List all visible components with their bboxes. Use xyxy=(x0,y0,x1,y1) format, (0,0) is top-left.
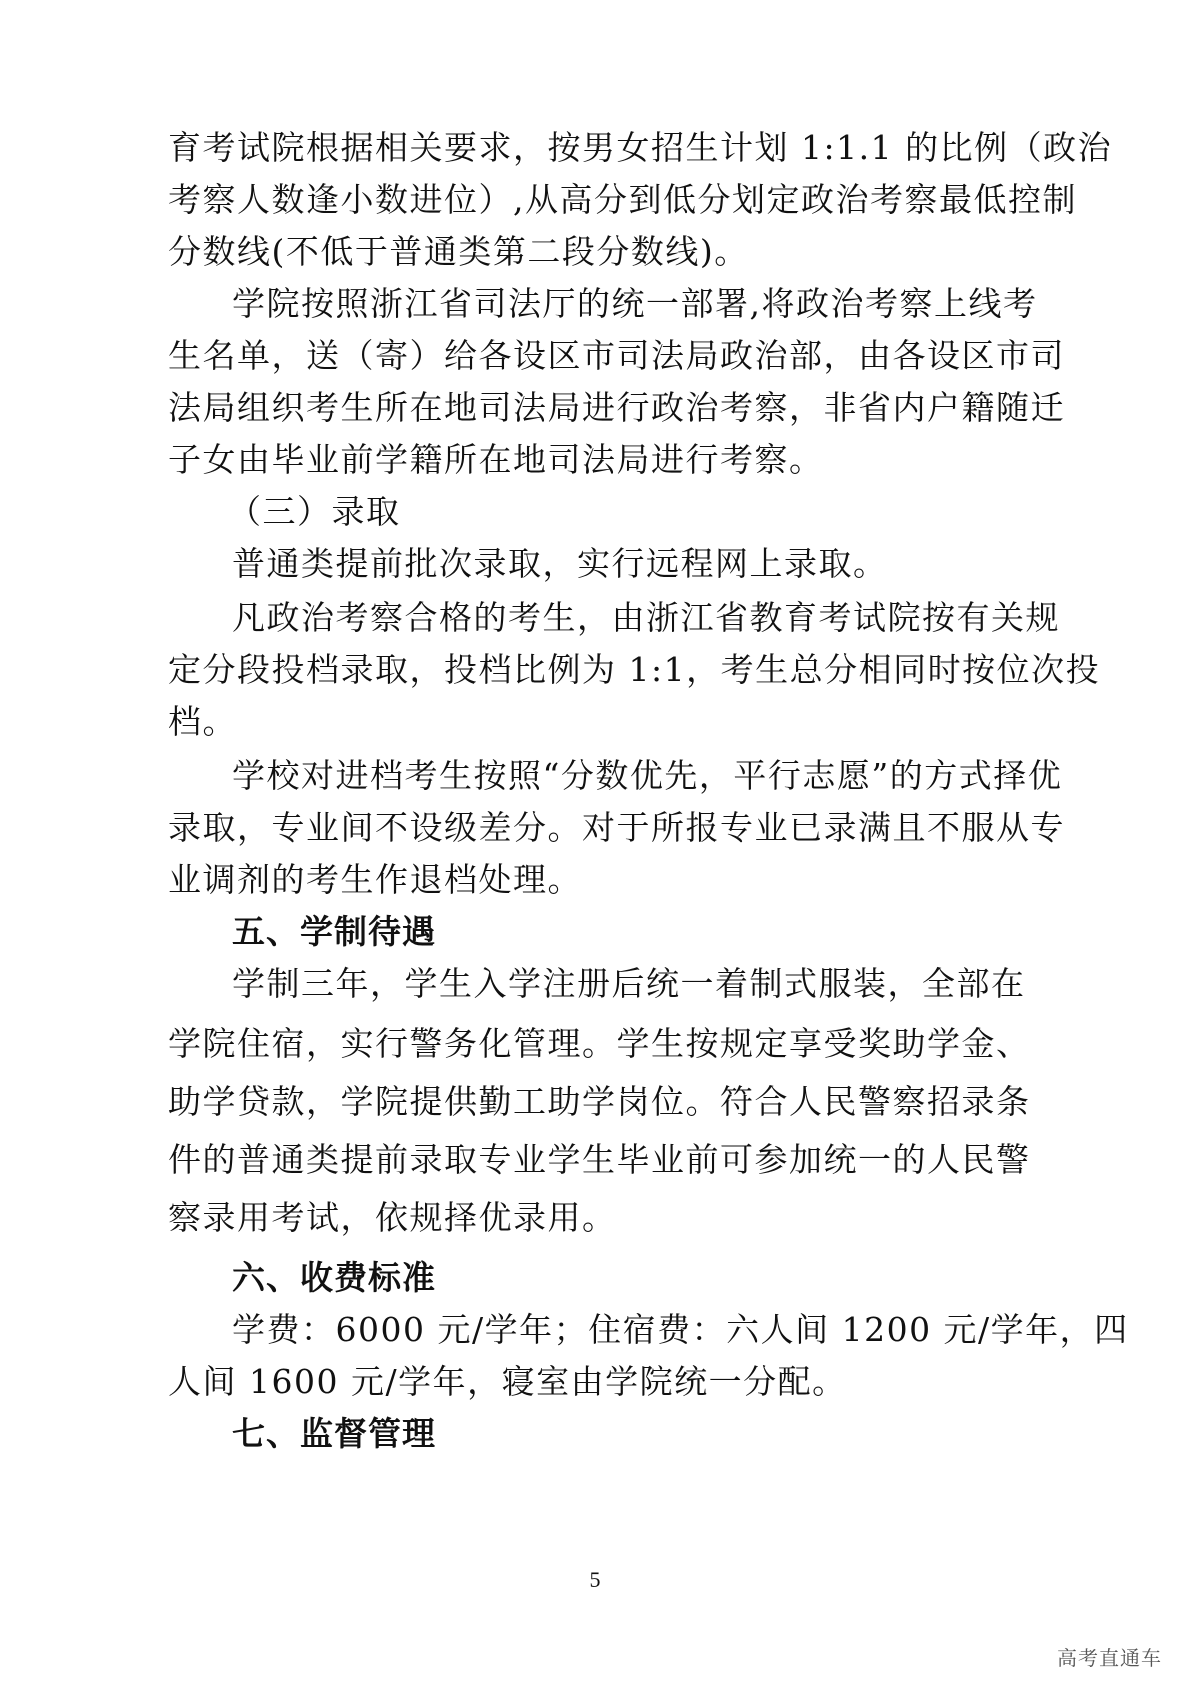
body-text-line: 法局组织考生所在地司法局进行政治考察，非省内户籍随迁 xyxy=(168,388,1065,427)
section-heading: 六、收费标准 xyxy=(232,1258,436,1297)
body-text-line: 分数线(不低于普通类第二段分数线)。 xyxy=(168,232,749,271)
body-text-line: 生名单，送（寄）给各设区市司法局政治部，由各设区市司 xyxy=(168,336,1065,375)
paragraph-start-line: 凡政治考察合格的考生，由浙江省教育考试院按有关规 xyxy=(232,598,1060,637)
section-heading: 七、监督管理 xyxy=(232,1414,436,1453)
body-text-line: 档。 xyxy=(168,702,237,741)
watermark-text: 高考直通车 xyxy=(1057,1646,1162,1670)
subsection-title: （三）录取 xyxy=(228,492,401,531)
body-text-line: 助学贷款，学院提供勤工助学岗位。符合人民警察招录条 xyxy=(168,1082,1031,1121)
body-text-line: 件的普通类提前录取专业学生毕业前可参加统一的人民警 xyxy=(168,1140,1031,1179)
paragraph-start-line: 学制三年，学生入学注册后统一着制式服装，全部在 xyxy=(232,964,1026,1003)
paragraph-start-line: 学院按照浙江省司法厅的统一部署,将政治考察上线考 xyxy=(232,284,1038,323)
paragraph-start-line: 普通类提前批次录取，实行远程网上录取。 xyxy=(232,544,888,583)
body-text-line: 学院住宿，实行警务化管理。学生按规定享受奖助学金、 xyxy=(168,1024,1031,1063)
body-text-line: 业调剂的考生作退档处理。 xyxy=(168,860,582,899)
section-heading: 五、学制待遇 xyxy=(232,912,436,951)
body-text-line: 考察人数逢小数进位）,从高分到低分划定政治考察最低控制 xyxy=(168,180,1077,219)
paragraph-start-line: 学费：6000 元/学年；住宿费：六人间 1200 元/学年，四 xyxy=(232,1310,1129,1349)
body-text-line: 定分段投档录取，投档比例为 1:1，考生总分相同时按位次投 xyxy=(168,650,1101,689)
body-text-line: 人间 1600 元/学年，寝室由学院统一分配。 xyxy=(168,1362,847,1401)
paragraph-start-line: 学校对进档考生按照“分数优先，平行志愿”的方式择优 xyxy=(232,756,1063,795)
body-text-line: 子女由毕业前学籍所在地司法局进行考察。 xyxy=(168,440,824,479)
body-text-line: 育考试院根据相关要求，按男女招生计划 1:1.1 的比例（政治 xyxy=(168,128,1113,167)
page-number: 5 xyxy=(589,1567,601,1592)
body-text-line: 录取，专业间不设级差分。对于所报专业已录满且不服从专 xyxy=(168,808,1065,847)
body-text-line: 察录用考试，依规择优录用。 xyxy=(168,1198,617,1237)
